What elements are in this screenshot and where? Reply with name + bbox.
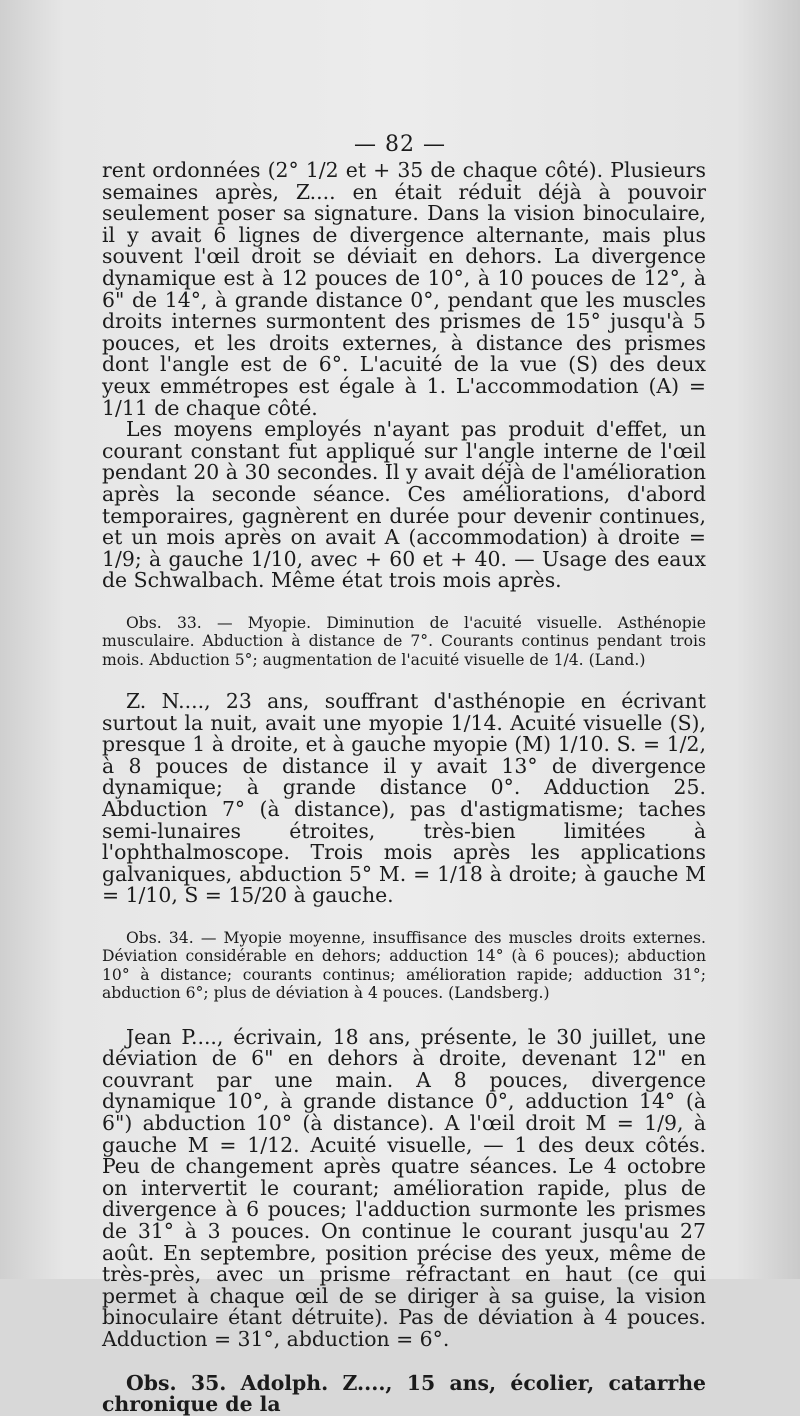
observation-34-heading: Obs. 34. — Myopie moyenne, insuffisance des muscles droits externes. Déviation considérable en dehors; adduction 14° (à 6 pouces); abduction 10° à distance; courants continus; amélioration rapide; adduction 31°; abduction 6°; plus de déviation à 4 pouces. (Landsberg.) — [102, 929, 706, 1003]
paragraph-case-zn: Z. N...., 23 ans, souffrant d'asthénopie en écrivant surtout la nuit, avait une myopie 1/14. Acuité visuelle (S), presque 1 à droite, et à gauche myopie (M) 1/10. S. = 1/2, à 8 pouces de distance il y avait 13° de divergence dynamique; à grande distance 0°. Adduction 25. Abduction 7° (à distance), pas d'astigmatisme; taches semi-lunaires étroites, très-bien limitées à l'ophthalmoscope. Trois mois après les applications galvaniques, abduction 5° M. = 1/18 à droite; à gauche M = 1/10, S = 15/20 à gauche. — [102, 689, 706, 908]
page-body — [102, 160, 706, 1416]
paragraph-treatment: Les moyens employés n'ayant pas produit d'effet, un courant constant fut appliqué sur l'angle interne de l'œil pendant 20 à 30 secondes. Il y avait déjà de l'amélioration après la seconde séance. Ces améliorations, d'abord temporaires, gagnèrent en durée pour devenir continues, et un mois après on avait A (accommodation) à droite = 1/9; à gauche 1/10, avec + 60 et + 40. — Usage des eaux de Schwalbach. Même état trois mois après. — [102, 417, 706, 593]
observation-35-heading: Obs. 35. Adolph. Z...., 15 ans, écolier, catarrhe chronique de la — [102, 1370, 706, 1416]
page-number: — 82 — — [354, 132, 446, 157]
observation-33-heading: Obs. 33. — Myopie. Diminution de l'acuité visuelle. Asthénopie musculaire. Abduction à distance de 7°. Courants continus pendant trois mois. Abduction 5°; augmentation de l'acuité visuelle de 1/4. (Land.) — [102, 613, 706, 669]
paragraph-case-jean: Jean P...., écrivain, 18 ans, présente, le 30 juillet, une déviation de 6" en dehors à droite, devenant 12" en couvrant par une main. A 8 pouces, divergence dynamique 10°, à grande distance 0°, adduction 14° (à 6") abduction 10° (à distance). A l'œil droit M = 1/9, à gauche M = 1/12. Acuité visuelle, — 1 des deux côtés. Peu de changement après quatre séances. Le 4 octobre on intervertit le courant; amélioration rapide, plus de divergence à 6 pouces; l'adduction surmonte les prismes de 31° à 3 pouces. On continue le courant jusqu'au 27 août. En septembre, position précise des yeux, même de très-près, avec un prisme réfractant en haut (ce qui permet à chaque œil de se diriger à sa guise, la vision binoculaire étant détruite). Pas de déviation à 4 pouces. Adduction = 31°, abduction = 6°. — [102, 1024, 706, 1351]
paragraph-continuation: rent ordonnées (2° 1/2 et + 35 de chaque côté). Plusieurs semaines après, Z.... en était réduit déjà à pouvoir seulement poser sa signature. Dans la vision binoculaire, il y avait 6 lignes de divergence alternante, mais plus souvent l'œil droit se déviait en dehors. La divergence dynamique est à 12 pouces de 10°, à 10 pouces de 12°, à 6" de 14°, à grande distance 0°, pendant que les muscles droits internes surmontent des prismes de 15° jusqu'à 5 pouces, et les droits externes, à distance des prismes dont l'angle est de 6°. L'acuité de la vue (S) des deux yeux emmétropes est égale à 1. L'accommodation (A) = 1/11 de chaque côté. — [102, 158, 706, 420]
